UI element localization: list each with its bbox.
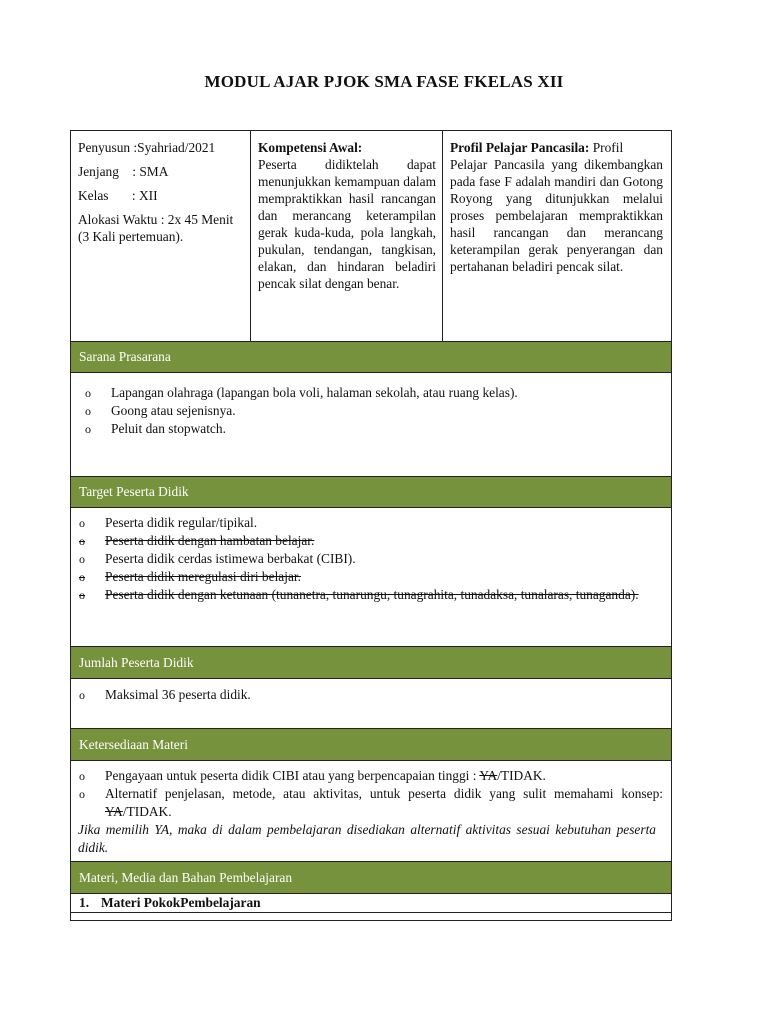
- list-item-struck: o Peserta didik dengan ketunaan (tunanetra, tunarungu, tunagrahita, tunadaksa, tunalaras, tunaganda).: [79, 587, 639, 602]
- sarana-list: [71, 384, 671, 438]
- ketersediaan-note: Jika memilih YA, maka di dalam pembelajaran disediakan alternatif aktivitas sesuai kebutuhan peserta didik.: [78, 822, 656, 855]
- section-header-jumlah: Jumlah Peserta Didik: [71, 646, 671, 679]
- profil-pelajar-cell: [443, 131, 671, 341]
- bullet-icon: o: [79, 534, 85, 548]
- bullet-icon: o: [79, 516, 85, 530]
- list-item-struck: o Peserta didik dengan hambatan belajar.: [79, 533, 315, 548]
- bullet-icon: o: [79, 688, 85, 702]
- module-table: [70, 130, 672, 921]
- list-item: o Goong atau sejenisnya.: [85, 403, 236, 418]
- bullet-icon: o: [79, 588, 85, 602]
- section-header-ketersediaan: Ketersediaan Materi: [71, 728, 671, 761]
- bullet-icon: o: [85, 404, 91, 418]
- identity-cell: [71, 131, 251, 341]
- materi-pokok-title: Materi PokokPembelajaran: [101, 895, 261, 910]
- bullet-icon: o: [79, 552, 85, 566]
- ya-struck: YA: [479, 768, 498, 783]
- target-list: [71, 514, 671, 604]
- ketersediaan-list: [71, 767, 671, 857]
- alokasi-text: Alokasi Waktu : 2x 45 Menit (3 Kali pertemuan).: [78, 212, 234, 244]
- list-item: o Peserta didik regular/tipikal.: [79, 515, 258, 530]
- list-item-struck: o Peserta didik meregulasi diri belajar.: [79, 569, 301, 584]
- profil-pelajar-heading: Profil Pelajar Pancasila:: [450, 140, 590, 155]
- list-item: o Maksimal 36 peserta didik.: [79, 687, 251, 702]
- section-header-target: Target Peserta Didik: [71, 476, 671, 508]
- materi-pokok-heading: [71, 894, 671, 912]
- ya-struck: YA: [105, 804, 123, 819]
- penyusun-text: Penyusun :Syahriad/2021: [78, 140, 216, 155]
- profil-pelajar-text: Pelajar Pancasila yang dikembangkan pada fase F adalah mandiri dan Gotong Royong yang ditunjukkan melalui proses pembelajaran mempraktikkan hasil rancangan dan merancang keterampilan gerak penyerangan dan pertahanan beladiri pencak silat.: [450, 157, 663, 274]
- section-header-sarana: Sarana Prasarana: [71, 341, 671, 373]
- document-title: MODUL AJAR PJOK SMA FASE FKELAS XII: [204, 72, 564, 91]
- profil-pelajar-inline: Profil: [589, 140, 624, 155]
- identity-row: [71, 131, 671, 341]
- divider: [71, 912, 671, 913]
- kompetensi-awal-cell: [251, 131, 443, 341]
- bullet-icon: o: [79, 570, 85, 584]
- bullet-icon: o: [79, 769, 85, 783]
- bullet-icon: o: [85, 386, 91, 400]
- jumlah-list: [71, 686, 671, 704]
- section-header-materi: Materi, Media dan Bahan Pembelajaran: [71, 861, 671, 894]
- list-item: o Pengayaan untuk peserta didik CIBI atau yang berpencapaian tinggi : YA/TIDAK.: [79, 768, 546, 783]
- kelas-text: Kelas : XII: [78, 188, 158, 203]
- materi-pokok-number: 1.: [79, 895, 90, 910]
- bullet-icon: o: [79, 787, 85, 801]
- jenjang-text: Jenjang : SMA: [78, 164, 169, 179]
- kompetensi-awal-text: Peserta didiktelah dapat menunjukkan kemampuan dalam mempraktikkan hasil rancangan dan merancang keterampilan gerak kuda-kuda, pola langkah, pukulan, tendangan, tangkisan, elakan, dan hindaran beladiri pencak silat dengan benar.: [258, 157, 436, 291]
- list-item: o Alternatif penjelasan, metode, atau aktivitas, untuk peserta didik yang sulit memahami konsep: YA/TIDAK.: [79, 786, 663, 819]
- list-item: o Lapangan olahraga (lapangan bola voli, halaman sekolah, atau ruang kelas).: [85, 385, 518, 400]
- bullet-icon: o: [85, 422, 91, 436]
- kompetensi-awal-heading: Kompetensi Awal:: [258, 140, 363, 155]
- list-item: o Peserta didik cerdas istimewa berbakat (CIBI).: [79, 551, 356, 566]
- list-item: o Peluit dan stopwatch.: [85, 421, 226, 436]
